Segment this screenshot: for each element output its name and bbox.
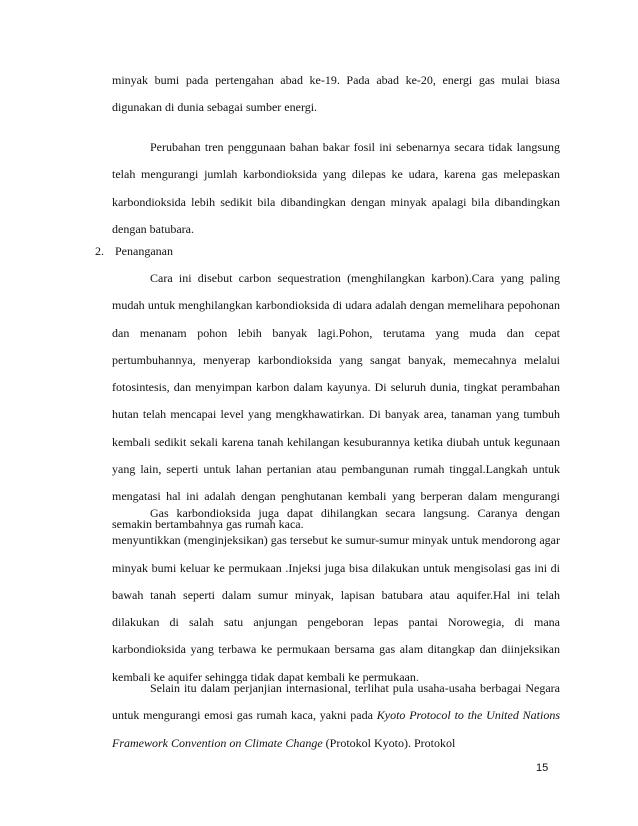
- paragraph-kyoto-protocol: [112, 675, 560, 757]
- paragraph-text: Perubahan tren penggunaan bahan bakar fosil ini sebenarnya secara tidak langsung telah mengurangi jumlah karbondioksida yang dilepas ke udara, karena gas melepaskan karbondioksida lebih sedikit bila dibandingkan dengan minyak apalagi bila dibandingkan dengan batubara.: [112, 140, 560, 236]
- paragraph-continuation: [112, 67, 560, 122]
- paragraph-text: [112, 675, 560, 757]
- paragraph-injection: [112, 500, 560, 691]
- section-title: Penanganan: [115, 244, 173, 258]
- paragraph-carbon-sequestration: [112, 265, 560, 538]
- paragraph-text: minyak bumi pada pertengahan abad ke-19. Pada abad ke-20, energi gas mulai biasa digunakan di dunia sebagai sumber energi.: [112, 73, 560, 115]
- kyoto-text-end: (Protokol Kyoto). Protokol: [322, 735, 456, 750]
- paragraph-text: Gas karbondioksida juga dapat dihilangkan secara langsung. Caranya dengan menyuntikkan (menginjeksikan) gas tersebut ke sumur-sumur minyak untuk mendorong agar minyak bumi keluar ke permukaan .Injeksi juga bisa dilakukan untuk mengisolasi gas ini di bawah tanah seperti dalam sumur minyak, lapisan batubara atau aquifer.Hal ini telah dilakukan di salah satu anjungan pengeboran lepas pantai Norowegia, di mana karbondioksida yang terbawa ke permukaan bersama gas alam ditangkap dan diinjeksikan kembali ke aquifer sehingga tidak dapat kembali ke permukaan.: [112, 506, 560, 684]
- paragraph-text: Cara ini disebut carbon sequestration (menghilangkan karbon).Cara yang paling mudah untuk menghilangkan karbondioksida di udara adalah dengan memelihara pepohonan dan menanam pohon lebih banyak lagi.Pohon, terutama yang muda dan cepat pertumbuhannya, menyerap karbondioksida yang sangat banyak, memecahnya melalui fotosintesis, dan menyimpan karbon dalam kayunya. Di seluruh dunia, tingkat perambahan hutan telah mencapai level yang mengkhawatirkan. Di banyak area, tanaman yang tumbuh kembali sedikit sekali karena tanah kehilangan kesuburannya ketika diubah untuk kegunaan yang lain, seperti untuk lahan pertanian atau pembangunan rumah tinggal.Langkah untuk mengatasi hal ini adalah dengan penghutanan kembali yang berperan dalam mengurangi semakin bertambahnya gas rumah kaca.: [112, 271, 560, 531]
- page-number: 15: [536, 762, 549, 774]
- kyoto-text-start: Selain itu dalam perjanjian internasional, terlihat pula usaha-usaha berbagai Negara untuk mengurangi emosi gas rumah kaca, yakni pada: [112, 681, 560, 723]
- section-number: 2.: [95, 244, 104, 258]
- paragraph-fuel-trend: [112, 134, 560, 243]
- section-heading: [95, 238, 173, 265]
- kyoto-protocol-title: Kyoto Protocol to the United Nations Framework Convention on Climate Change: [112, 708, 560, 750]
